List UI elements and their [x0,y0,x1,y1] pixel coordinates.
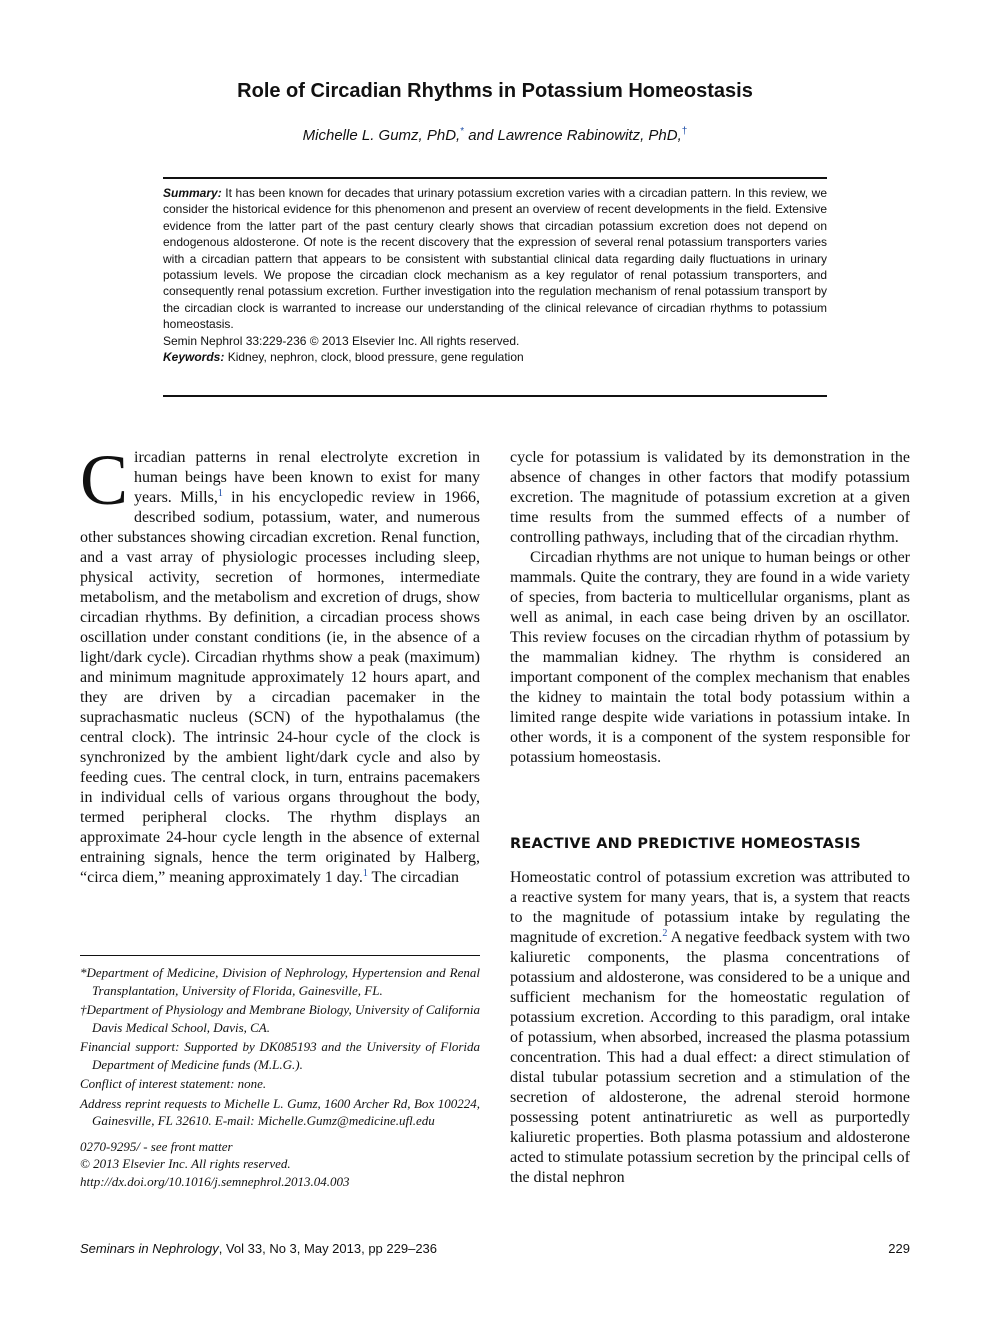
journal-footer [80,1241,437,1256]
footnote-doi-link[interactable]: http://dx.doi.org/10.1016/j.semnephrol.2013.04.003 [80,1173,350,1189]
paragraph-cycle: cycle for potassium is validated by its demonstration in the absence of changes in other factors that modify potassium excretion. The magnitude of potassium excretion at a given time results from the summed effects of a number of controlling pathways, including that of the circadian rhythm. [510,449,910,546]
paragraph-homeostatic [510,868,910,1188]
reference-link-1b[interactable]: 1 [362,868,368,879]
intro-text-b: in his encyclopedic review in 1966, described sodium, potassium, water, and numerous other substances showing circadian excretion. Renal function, and a vast array of physiologic processes including sleep, physical activity, secretion of hormones, intermediate metabolism, and the metabolism and excretion of drugs, show circadian rhythms. By definition, a circadian process shows oscillation under constant conditions (ie, in the absence of a light/dark cycle). Circadian rhythms show a peak (maximum) and minimum magnitude approximately 12 hours apart, and they are driven by a circadian pacemaker in the suprachasmatic nucleus (SCN) of the hypothalamus (the central clock). The intrinsic 24-hour cycle of the clock is synchronized by the ambient light/dark cycle and also by feeding cues. The central clock, in turn, entrains pacemakers in individual cells of various organs throughout the body, termed peripheral clocks. The rhythm displays an approximate 24-hour cycle length in the absence of external entraining signals, hence the term originated by Halberg, “circa diem,” meaning approximately 1 day. [80,489,480,886]
keywords-label: Keywords: [163,350,225,365]
footnote-conflict: Conflict of interest statement: none. [80,1076,267,1091]
homeostatic-text-b: A negative feedback system with two kaliuretic components, the plasma concentrations of potassium and aldosterone, was considered to be a unique and sufficient mechanism for the homeostatic regulation of potassium excretion. According to this paradigm, oral intake of potassium, when absorbed, increased the plasma potassium concentration. This had a dual effect: a direct stimulation of distal tubular potassium secretion and a stimulation of the secretion of aldosterone, the adrenal steroid hormone possessing potent antinatriuretic as well as purportedly kaliuretic properties. Both plasma potassium and aldosterone acted to stimulate potassium secretion by the principal cells of the distal nephron [510,929,910,1186]
citation-line: Semin Nephrol 33:229-236 © 2013 Elsevier Inc. All rights reserved. [163,333,520,348]
author-line [0,126,990,144]
summary-bottom-rule [163,395,827,397]
left-column [80,440,480,888]
footnote-affiliation-2: †Department of Physiology and Membrane Biology, University of California Davis Medical School, Davis, CA. [80,1002,480,1035]
author-2-affiliation-mark[interactable]: † [681,126,688,137]
journal-name: Seminars in Nephrology [80,1241,219,1256]
author-2: and Lawrence Rabinowitz, PhD, [464,127,682,144]
right-column-top [510,448,910,768]
homeostatic-text-a: Homeostatic control of potassium excretion was attributed to a reactive system for many years, that is, a system that reacts to the magnitude of potassium intake by regulating the magnitude of excretion. [510,869,910,946]
intro-text-a: ircadian patterns in renal electrolyte excretion in human beings have been known to exist for many years. Mills, [134,449,480,506]
footnote-issn: 0270-9295/ - see front matter [80,1138,233,1154]
summary-label: Summary: [163,186,222,200]
footnotes [80,964,480,1190]
paragraph-species: Circadian rhythms are not unique to human beings or other mammals. Quite the contrary, they are found in a wide variety of species, from bacteria to multicellular organisms, plant as well as animal, in each case being driven by an oscillator. This review focuses on the circadian rhythm of potassium by the mammalian kidney. The rhythm is considered an important component of the complex mechanism that enables the kidney to maintain the total body potassium within a limited range despite wide variations in potassium intake. In other words, it is a component of the system responsible for potassium homeostasis. [510,549,910,766]
reference-link-1[interactable]: 1 [217,488,223,499]
author-1-affiliation-mark[interactable]: * [460,126,465,137]
section-heading: REACTIVE AND PREDICTIVE HOMEOSTASIS [510,836,861,852]
footnote-affiliation-1: *Department of Medicine, Division of Nephrology, Hypertension and Renal Transplantation, University of Florida, Gainesville, FL. [80,965,480,998]
journal-issue: , Vol 33, No 3, May 2013, pp 229–236 [218,1241,438,1256]
article-title: Role of Circadian Rhythms in Potassium Homeostasis [237,80,753,102]
drop-cap: C [80,440,129,520]
intro-text-c: The circadian [367,869,460,886]
author-1: Michelle L. Gumz, PhD, [302,127,461,144]
footnote-copyright: © 2013 Elsevier Inc. All rights reserved. [80,1156,291,1171]
page-number: 229 [888,1241,910,1256]
summary-block [163,185,827,365]
footnote-rule [80,955,480,956]
summary-top-rule [163,177,827,179]
keywords-text: Kidney, nephron, clock, blood pressure, gene regulation [224,350,524,365]
footnote-financial-support: Financial support: Supported by DK085193 and the University of Florida Department of Medicine funds (M.L.G.). [80,1039,480,1072]
keywords-line [163,349,827,365]
intro-paragraph [80,440,480,888]
right-column-bottom [510,868,910,1188]
summary-text: It has been known for decades that urinary potassium excretion varies with a circadian pattern. In this review, we consider the historical evidence for this phenomenon and present an overview of recent developments in the field. Extensive evidence from the latter part of the past century clearly shows that circadian potassium excretion does not depend on endogenous aldosterone. Of note is the recent discovery that the expression of several renal potassium transporters varies with a circadian pattern that appears to be consistent with substantial clinical data regarding daily fluctuations in urinary potassium levels. We propose the circadian clock mechanism as a key regulator of renal potassium transporters, and consequently renal potassium excretion. Further investigation into the regulation mechanism of renal potassium transport by the circadian clock is warranted to increase our understanding of the clinical relevance of circadian rhythms to potassium homeostasis. [163,186,827,332]
reference-link-2[interactable]: 2 [662,928,668,939]
footnote-reprint-address[interactable]: Address reprint requests to Michelle L. Gumz, 1600 Archer Rd, Box 100224, Gainesville, FL 32610. E-mail: Michelle.Gumz@medicine.ufl.edu [80,1095,480,1128]
summary-paragraph [163,185,827,333]
